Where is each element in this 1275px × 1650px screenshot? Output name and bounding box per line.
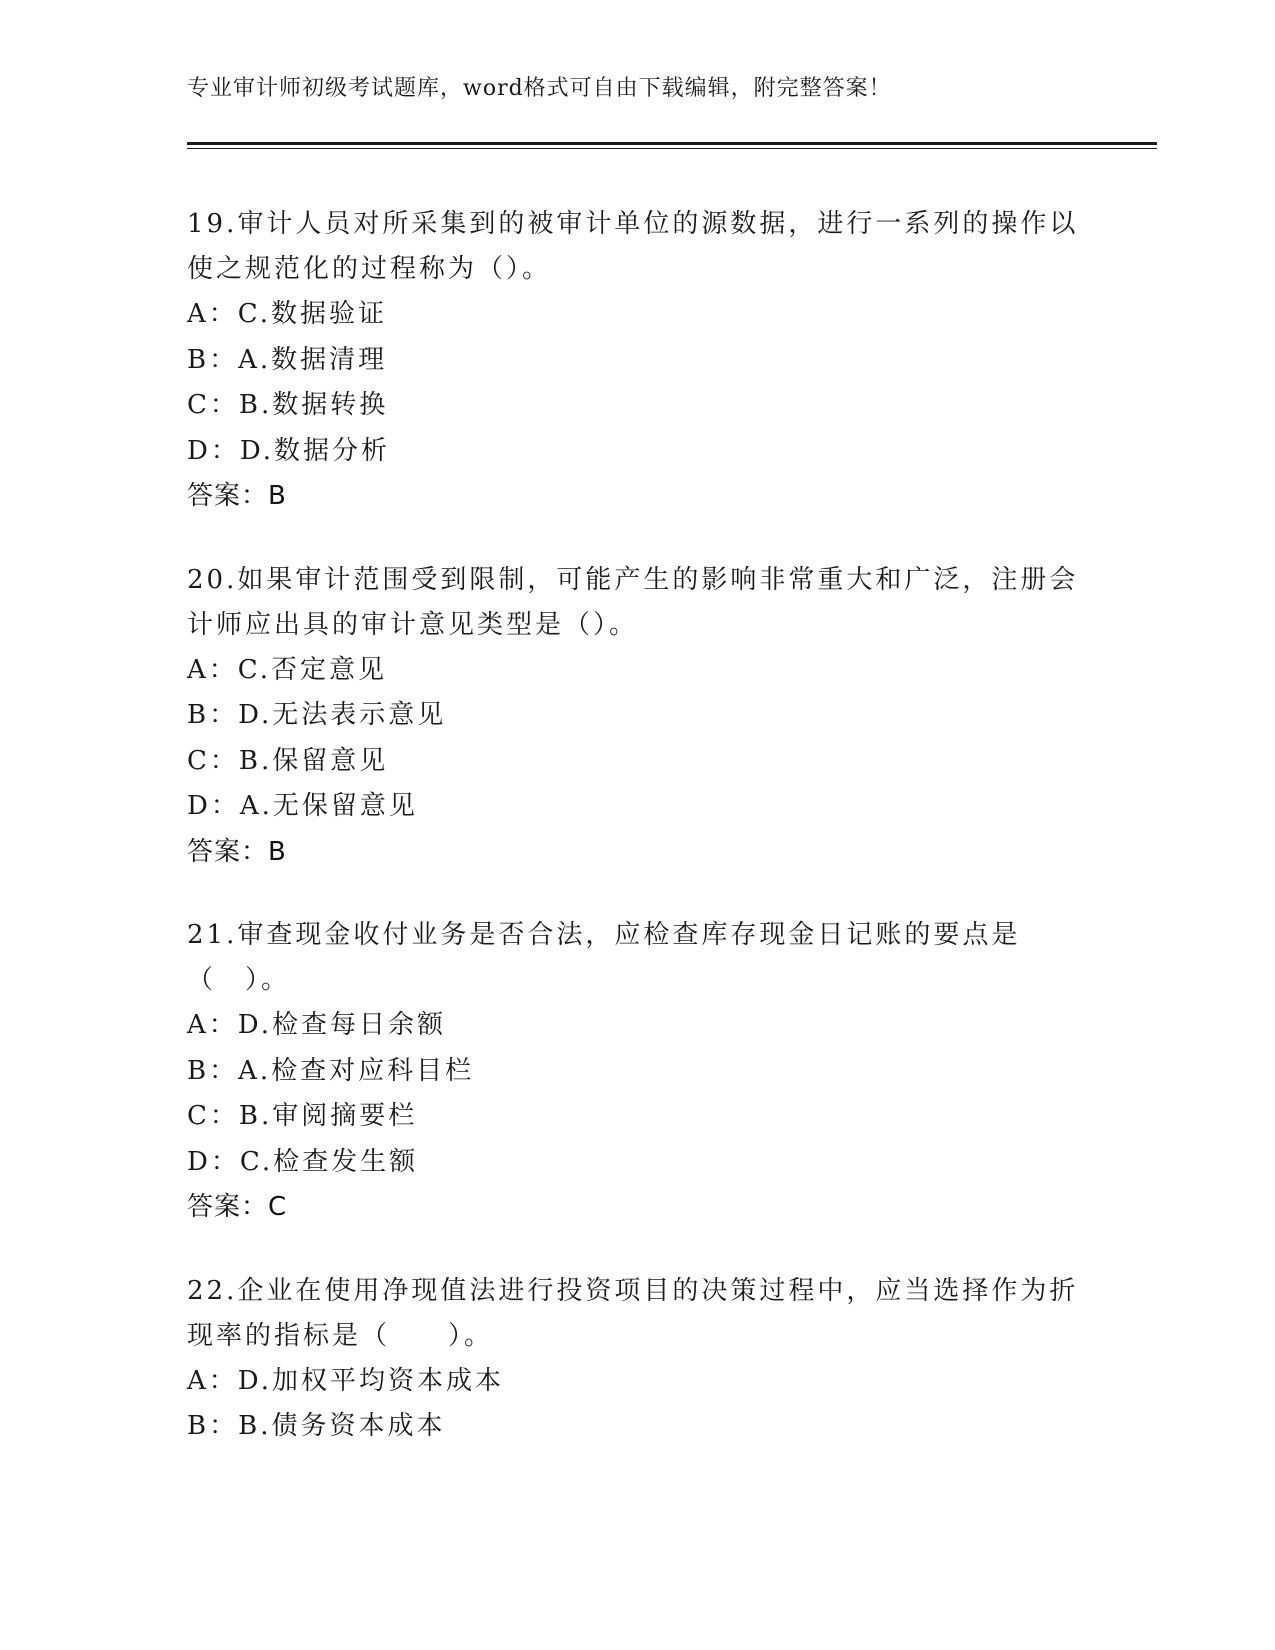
option-b: B：A.检查对应科目栏	[187, 1055, 475, 1086]
answer-label: 答案：B	[187, 836, 287, 867]
question-stem: 19.审计人员对所采集到的被审计单位的源数据，进行一系列的操作以使之规范化的过程称为（）。	[187, 209, 1079, 284]
header-rule-thick	[187, 142, 1157, 145]
option-b: B：A.数据清理	[187, 344, 388, 375]
option-c: C：B.保留意见	[187, 745, 389, 776]
option-b: B：D.无法表示意见	[187, 700, 447, 730]
option-d: D：C.检查发生额	[187, 1146, 419, 1177]
option-d: D：D.数据分析	[187, 435, 391, 466]
option-a: A：C.数据验证	[187, 299, 388, 329]
question-list	[187, 202, 1087, 1488]
question-20	[187, 558, 1087, 876]
question-19	[187, 202, 1087, 520]
answer-label: 答案：B	[187, 481, 287, 511]
option-c: C：B.数据转换	[187, 390, 389, 420]
option-a: A：D.加权平均资本成本	[187, 1365, 504, 1396]
page-header: 专业审计师初级考试题库，word格式可自由下载编辑，附完整答案！	[187, 76, 892, 101]
question-stem: 21.审查现金收付业务是否合法，应检查库存现金日记账的要点是（ ）。	[187, 920, 1021, 995]
option-a: A：C.否定意见	[187, 654, 388, 685]
option-b: B：B.债务资本成本	[187, 1411, 446, 1441]
question-22	[187, 1269, 1087, 1450]
question-21	[187, 913, 1087, 1231]
answer-label: 答案：C	[187, 1192, 288, 1222]
option-c: C：B.审阅摘要栏	[187, 1101, 418, 1131]
option-a: A：D.检查每日余额	[187, 1010, 446, 1040]
question-stem: 20.如果审计范围受到限制，可能产生的影响非常重大和广泛，注册会计师应出具的审计意见类型是（）。	[187, 564, 1079, 640]
header-rule-thin	[187, 148, 1157, 149]
option-d: D：A.无保留意见	[187, 791, 418, 821]
question-stem: 22.企业在使用净现值法进行投资项目的决策过程中，应当选择作为折现率的指标是（ ）。	[187, 1275, 1079, 1351]
